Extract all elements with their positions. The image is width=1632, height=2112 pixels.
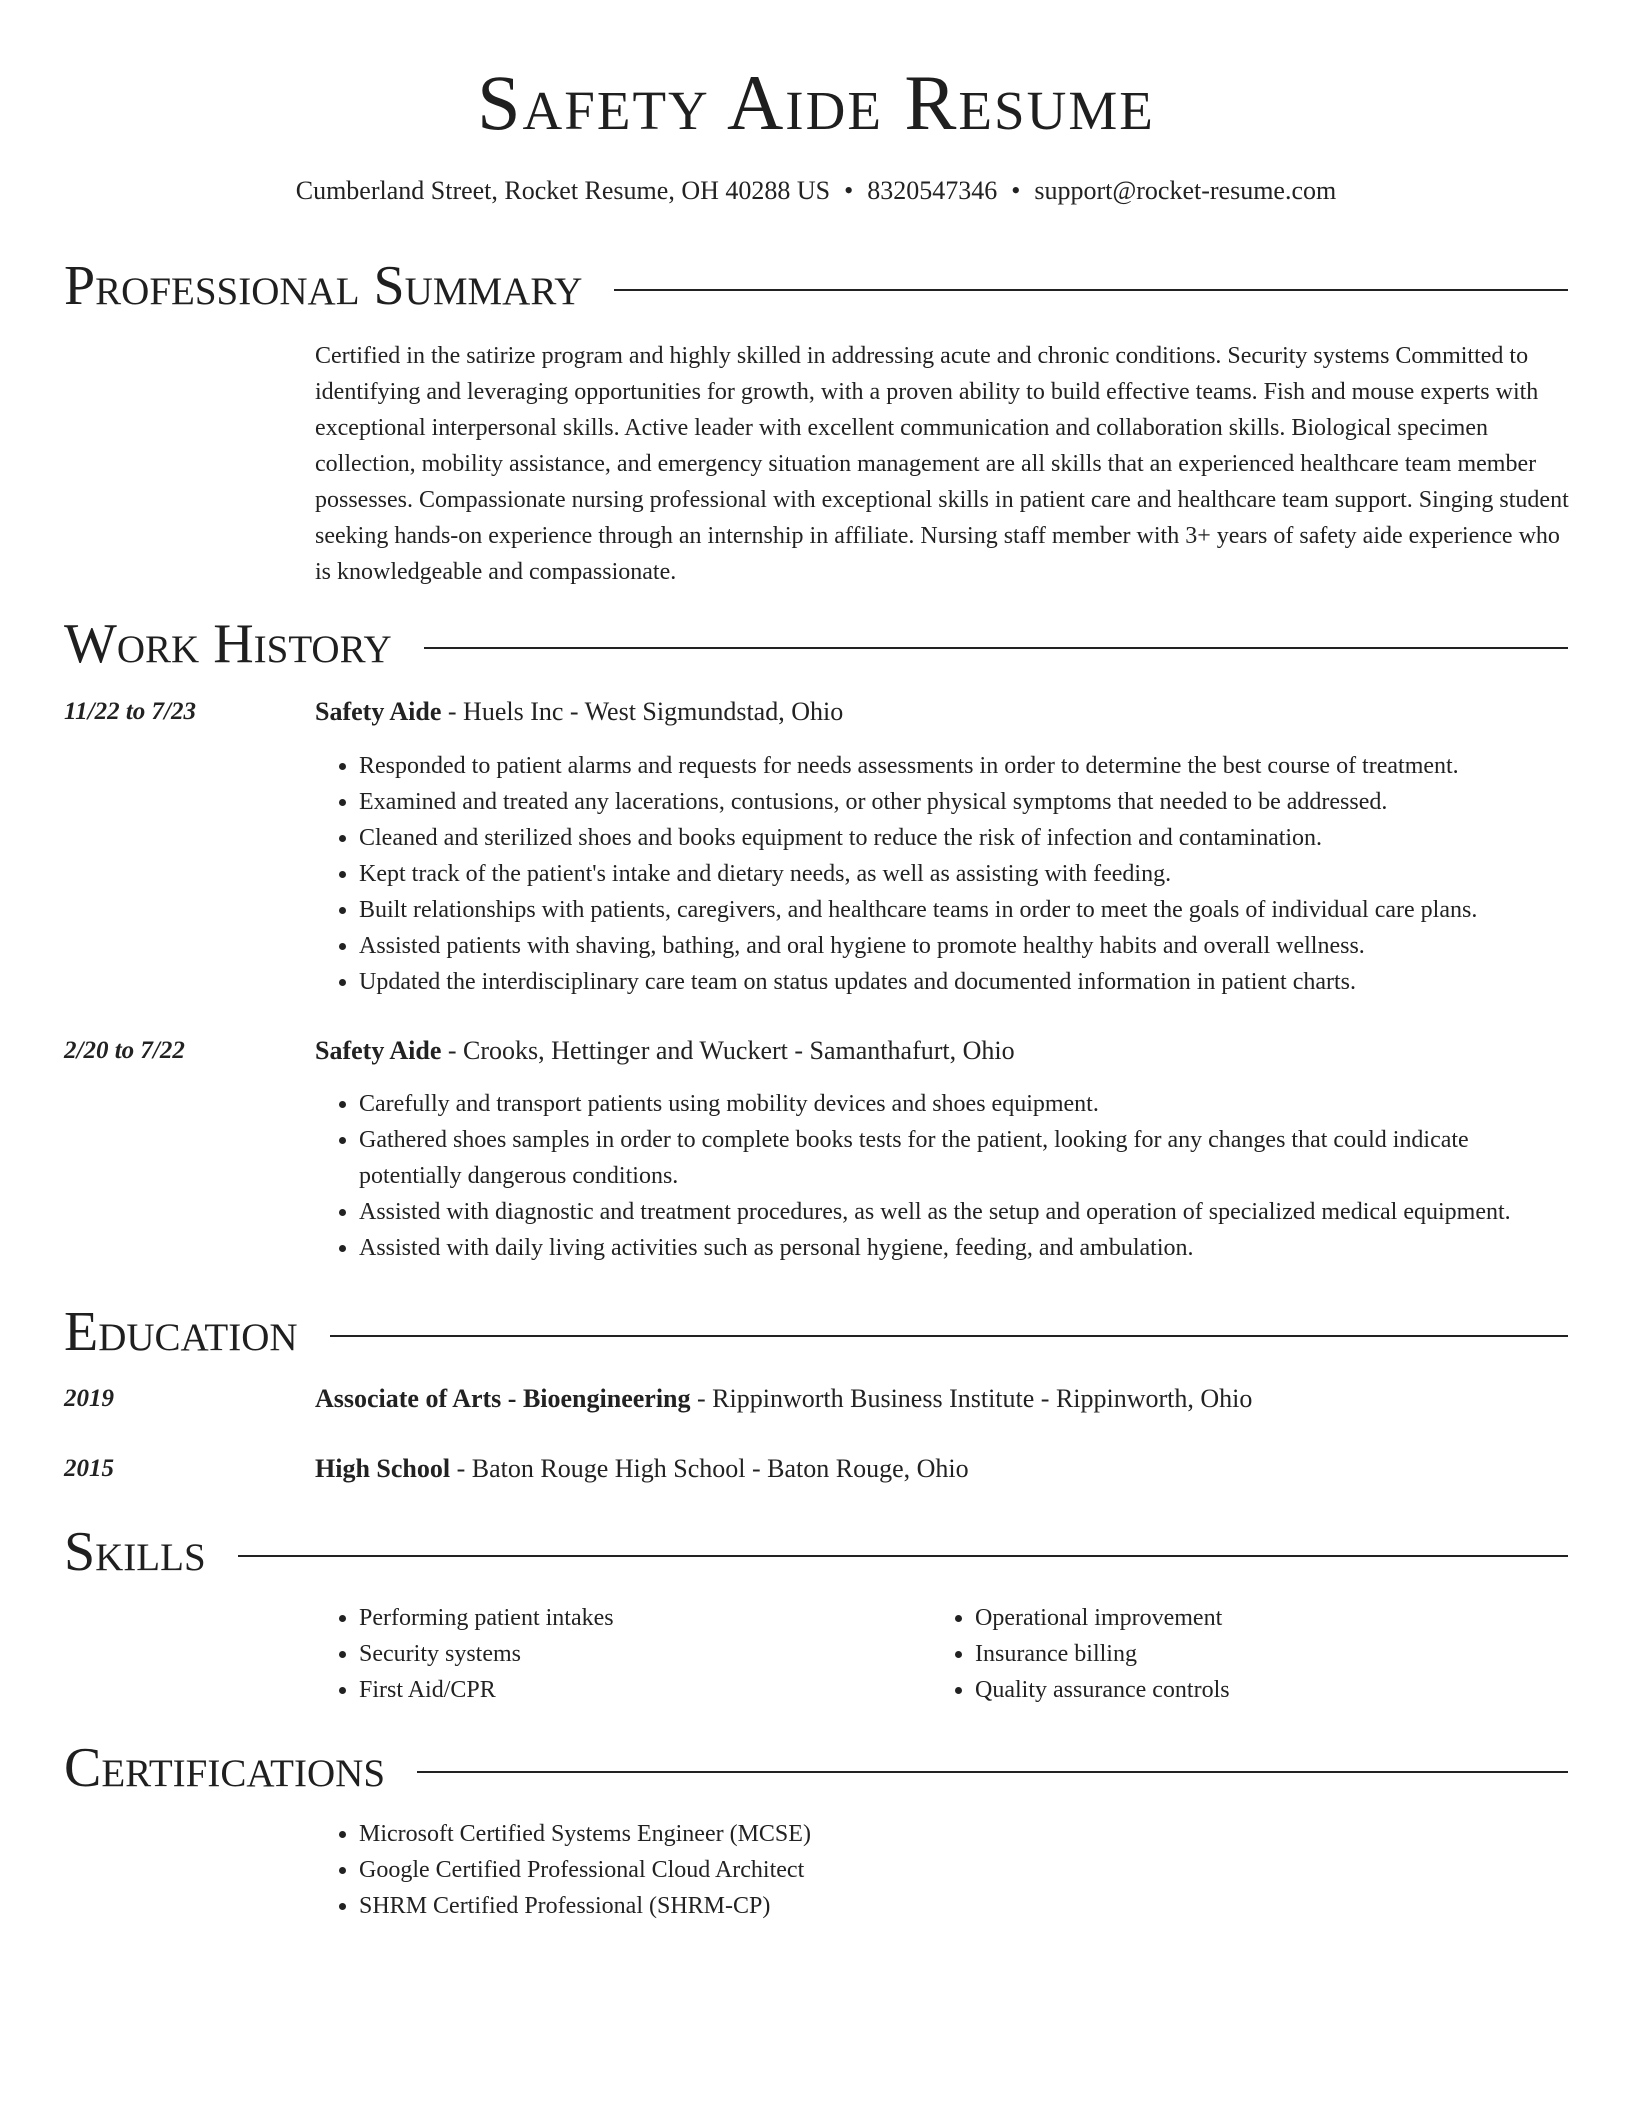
list-item: • Gathered shoes samples in order to complete books tests for the patient, looking for any changes that could indicate potentially dangerous conditions. xyxy=(359,1122,1570,1194)
education-year: 2019 xyxy=(64,1385,114,1412)
list-item: • SHRM Certified Professional (SHRM-CP) xyxy=(359,1888,1570,1924)
section-divider xyxy=(417,1771,1568,1773)
section-header-summary xyxy=(64,254,1568,318)
list-item: • Operational improvement xyxy=(975,1600,1547,1636)
section-header-education xyxy=(64,1300,1568,1364)
job-role: Safety Aide xyxy=(315,1036,442,1065)
job-details: - Crooks, Hettinger and Wuckert - Samanthafurt, Ohio xyxy=(441,1036,1015,1065)
education-degree: Associate of Arts - Bioengineering xyxy=(315,1384,691,1413)
section-divider xyxy=(330,1335,1568,1337)
job-duties xyxy=(315,1086,1570,1266)
list-item: • Google Certified Professional Cloud Architect xyxy=(359,1852,1570,1888)
job-title xyxy=(315,695,843,729)
contact-separator: • xyxy=(1011,176,1021,205)
job-duties xyxy=(315,748,1570,1000)
education-year: 2015 xyxy=(64,1455,114,1482)
certifications-list xyxy=(315,1816,1570,1924)
section-divider xyxy=(424,647,1568,649)
education-details: - Rippinworth Business Institute - Rippinworth, Ohio xyxy=(690,1384,1253,1413)
section-divider xyxy=(614,289,1568,291)
job-details: - Huels Inc - West Sigmundstad, Ohio xyxy=(441,697,844,726)
list-item: • Examined and treated any lacerations, contusions, or other physical symptoms that needed to be addressed. xyxy=(359,784,1570,820)
list-item: • Responded to patient alarms and requests for needs assessments in order to determine the best course of treatment. xyxy=(359,748,1570,784)
contact-email: support@rocket-resume.com xyxy=(1034,176,1337,205)
education-entry xyxy=(315,1382,1252,1416)
section-header-certifications xyxy=(64,1736,1568,1800)
list-item: • Assisted with diagnostic and treatment procedures, as well as the setup and operation of specialized medical equipment. xyxy=(359,1194,1570,1230)
section-title-education: Education xyxy=(64,1301,298,1363)
summary-text: Certified in the satirize program and highly skilled in addressing acute and chronic conditions. Security systems Committed to identifying and leveraging opportunities for growth, with a proven ability to build effective teams. Fish and mouse experts with exceptional interpersonal skills. Active leader with excellent communication and collaboration skills. Biological specimen collection, mobility assistance, and emergency situation management are all skills that an experienced healthcare team member possesses. Compassionate nursing professional with exceptional skills in patient care and healthcare team support. Singing student seeking hands-on experience through an internship in affiliate. Nursing staff member with 3+ years of safety aide experience who is knowledgeable and compassionate. xyxy=(315,343,1569,585)
list-item: • Cleaned and sterilized shoes and books equipment to reduce the risk of infection and contamination. xyxy=(359,820,1570,856)
education-entry xyxy=(315,1452,969,1486)
job-dates: 2/20 to 7/22 xyxy=(64,1037,185,1064)
section-header-work xyxy=(64,612,1568,676)
job-title xyxy=(315,1034,1015,1068)
section-header-skills xyxy=(64,1520,1568,1584)
list-item: • Security systems xyxy=(359,1636,931,1672)
contact-address: Cumberland Street, Rocket Resume, OH 40288 US xyxy=(295,176,831,205)
list-item: • Insurance billing xyxy=(975,1636,1547,1672)
section-title-work: Work History xyxy=(64,613,392,675)
list-item: • Assisted patients with shaving, bathing, and oral hygiene to promote healthy habits and overall wellness. xyxy=(359,928,1570,964)
list-item: • Kept track of the patient's intake and dietary needs, as well as assisting with feeding. xyxy=(359,856,1570,892)
list-item: • Carefully and transport patients using mobility devices and shoes equipment. xyxy=(359,1086,1570,1122)
resume-title: Safety Aide Resume xyxy=(477,59,1155,146)
contact-line xyxy=(0,174,1632,208)
job-role: Safety Aide xyxy=(315,697,442,726)
list-item: • Updated the interdisciplinary care team on status updates and documented information in patient charts. xyxy=(359,964,1570,1000)
section-title-summary: Professional Summary xyxy=(64,255,583,317)
contact-phone: 8320547346 xyxy=(867,176,998,205)
section-title-certifications: Certifications xyxy=(64,1737,386,1799)
contact-separator: • xyxy=(844,176,854,205)
list-item: • First Aid/CPR xyxy=(359,1672,931,1708)
education-details: - Baton Rouge High School - Baton Rouge, Ohio xyxy=(450,1454,969,1483)
section-title-skills: Skills xyxy=(64,1521,206,1583)
list-item: • Performing patient intakes xyxy=(359,1600,931,1636)
list-item: • Built relationships with patients, caregivers, and healthcare teams in order to meet the goals of individual care plans. xyxy=(359,892,1570,928)
section-divider xyxy=(238,1555,1568,1557)
job-dates: 11/22 to 7/23 xyxy=(64,698,196,725)
list-item: • Microsoft Certified Systems Engineer (MCSE) xyxy=(359,1816,1570,1852)
skills-grid xyxy=(315,1600,1570,1708)
education-degree: High School xyxy=(315,1454,451,1483)
skills-column-left xyxy=(315,1600,931,1708)
skills-column-right xyxy=(931,1600,1547,1708)
list-item: • Quality assurance controls xyxy=(975,1672,1547,1708)
list-item: • Assisted with daily living activities such as personal hygiene, feeding, and ambulation. xyxy=(359,1230,1570,1266)
